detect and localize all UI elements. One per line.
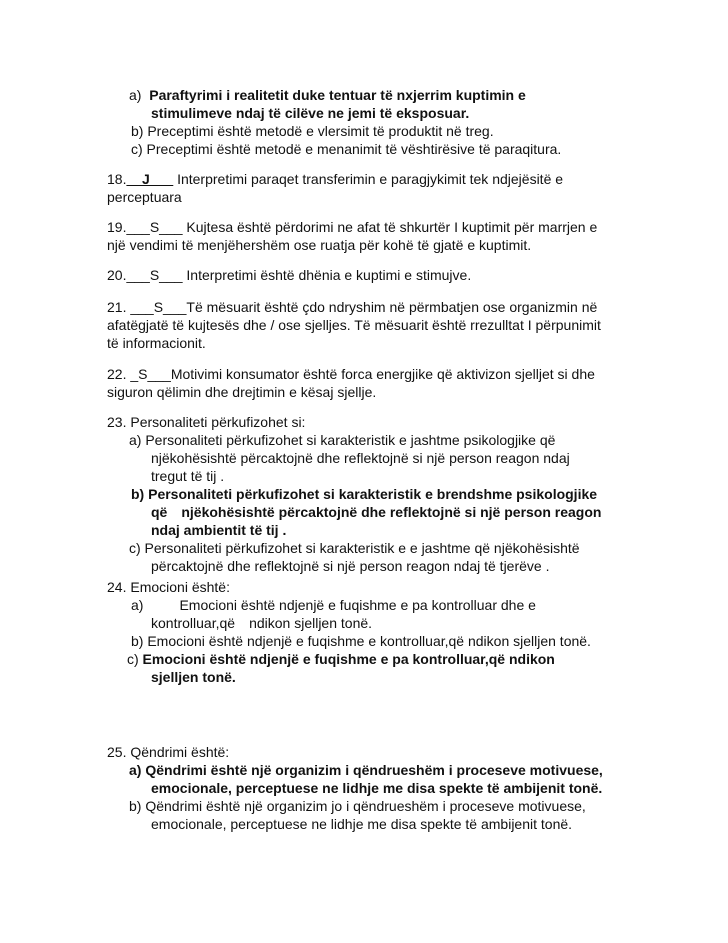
q22-line-1: 22. _S___Motivimi konsumator është forca energjike që aktivizon sjelljet si dhe: [107, 366, 595, 382]
q24-option-c-cont: sjelljen tonë.: [151, 669, 236, 685]
q19-line-2: një vendimi të menjëhershëm ose ruatja për kohë të gjatë e kuptimit.: [107, 237, 532, 253]
q22: [107, 365, 628, 401]
q21: [107, 298, 628, 352]
q23-option-c: c) Personaliteti përkufizohet si karakteristik e e jashtme që njëkohësishtë: [129, 540, 580, 556]
q23-title: 23. Personaliteti përkufizohet si:: [107, 414, 306, 430]
q25-title: 25. Qëndrimi është:: [107, 744, 230, 760]
q17-option-a-cont: stimulimeve ndaj të cilëve ne jemi të eksposuar.: [151, 105, 470, 121]
q17-option-a: a) Paraftyrimi i realitetit duke tentuar të nxjerrim kuptimin e: [129, 87, 526, 103]
q25-option-a-cont: emocionale, perceptuese ne lidhje me disa spekte të ambijenit tonë.: [151, 780, 603, 796]
q21-line-3: të informacionit.: [107, 335, 206, 351]
q24-option-a-cont: kontrolluar,që ndikon sjelljen tonë.: [151, 615, 373, 631]
q24-title: 24. Emocioni është:: [107, 579, 230, 595]
q24: [107, 578, 628, 686]
q23-option-c-cont: përcaktojnë dhe reflektojnë si një person reagon ndaj të tjerëve .: [151, 558, 550, 574]
q25-option-a: a) Qëndrimi është një organizim i qëndrueshëm i proceseve motivuese,: [129, 762, 603, 778]
q25: [107, 743, 628, 833]
q22-line-2: siguron qëlimin dhe drejtimin e kësaj sjellje.: [107, 384, 377, 400]
q20: [107, 266, 628, 284]
q23: [107, 413, 628, 575]
q18-line-1: 18.__J___ Interpretimi paraqet transferimin e paragjykimit tek ndjejësitë e: [107, 171, 564, 187]
q25-option-b: b) Qëndrimi është një organizim jo i qëndrueshëm i proceseve motivuese,: [129, 798, 586, 814]
q18-line-2: perceptuara: [107, 189, 182, 205]
q24-option-c: c) Emocioni është ndjenjë e fuqishme e pa kontrolluar,që ndikon: [127, 651, 555, 667]
q23-option-b: b) Personaliteti përkufizohet si karakteristik e brendshme psikologjike: [131, 486, 598, 502]
q24-option-b: b) Emocioni është ndjenjë e fuqishme e kontrolluar,që ndikon sjelljen tonë.: [131, 633, 591, 649]
q25-option-b-cont: emocionale, perceptuese ne lidhje me disa spekte të ambijenit tonë.: [151, 816, 573, 832]
q24-option-a: a) Emocioni është ndjenjë e fuqishme e pa kontrolluar dhe e: [131, 597, 536, 613]
q17-options: [107, 86, 628, 158]
q23-option-a-cont-1: njëkohësishtë përcaktojnë dhe reflektojnë si një person reagon ndaj: [151, 450, 570, 466]
q18-answer: __J___: [126, 171, 174, 187]
q17-option-c: c) Preceptimi është metodë e menanimit të vështirësive të paraqitura.: [131, 141, 562, 157]
q23-option-b-cont-2: ndaj ambientit të tij .: [151, 522, 287, 538]
q19: [107, 218, 628, 254]
q21-line-1: 21. ___S___Të mësuarit është çdo ndryshim në përmbatjen ose organizmin në: [107, 299, 598, 315]
q21-line-2: afatëgjatë të kujtesës dhe / ose sjelljes. Të mësuarit është rrezulltat I përpunimit: [107, 317, 601, 333]
q18: [107, 170, 628, 206]
q23-option-a-cont-2: tregut të tij .: [151, 468, 225, 484]
q20-line-1: 20.___S___ Interpretimi është dhënia e kuptimi e stimujve.: [107, 267, 472, 283]
q17-option-b: b) Preceptimi është metodë e vlersimit të produktit në treg.: [131, 123, 494, 139]
q23-option-b-cont-1: që njëkohësishtë përcaktojnë dhe reflektojnë si një person reagon: [151, 504, 602, 520]
q19-line-1: 19.___S___ Kujtesa është përdorimi ne afat të shkurtër I kuptimit për marrjen e: [107, 219, 598, 235]
q23-option-a: a) Personaliteti përkufizohet si karakteristik e jashtme psikologjike që: [129, 432, 556, 448]
